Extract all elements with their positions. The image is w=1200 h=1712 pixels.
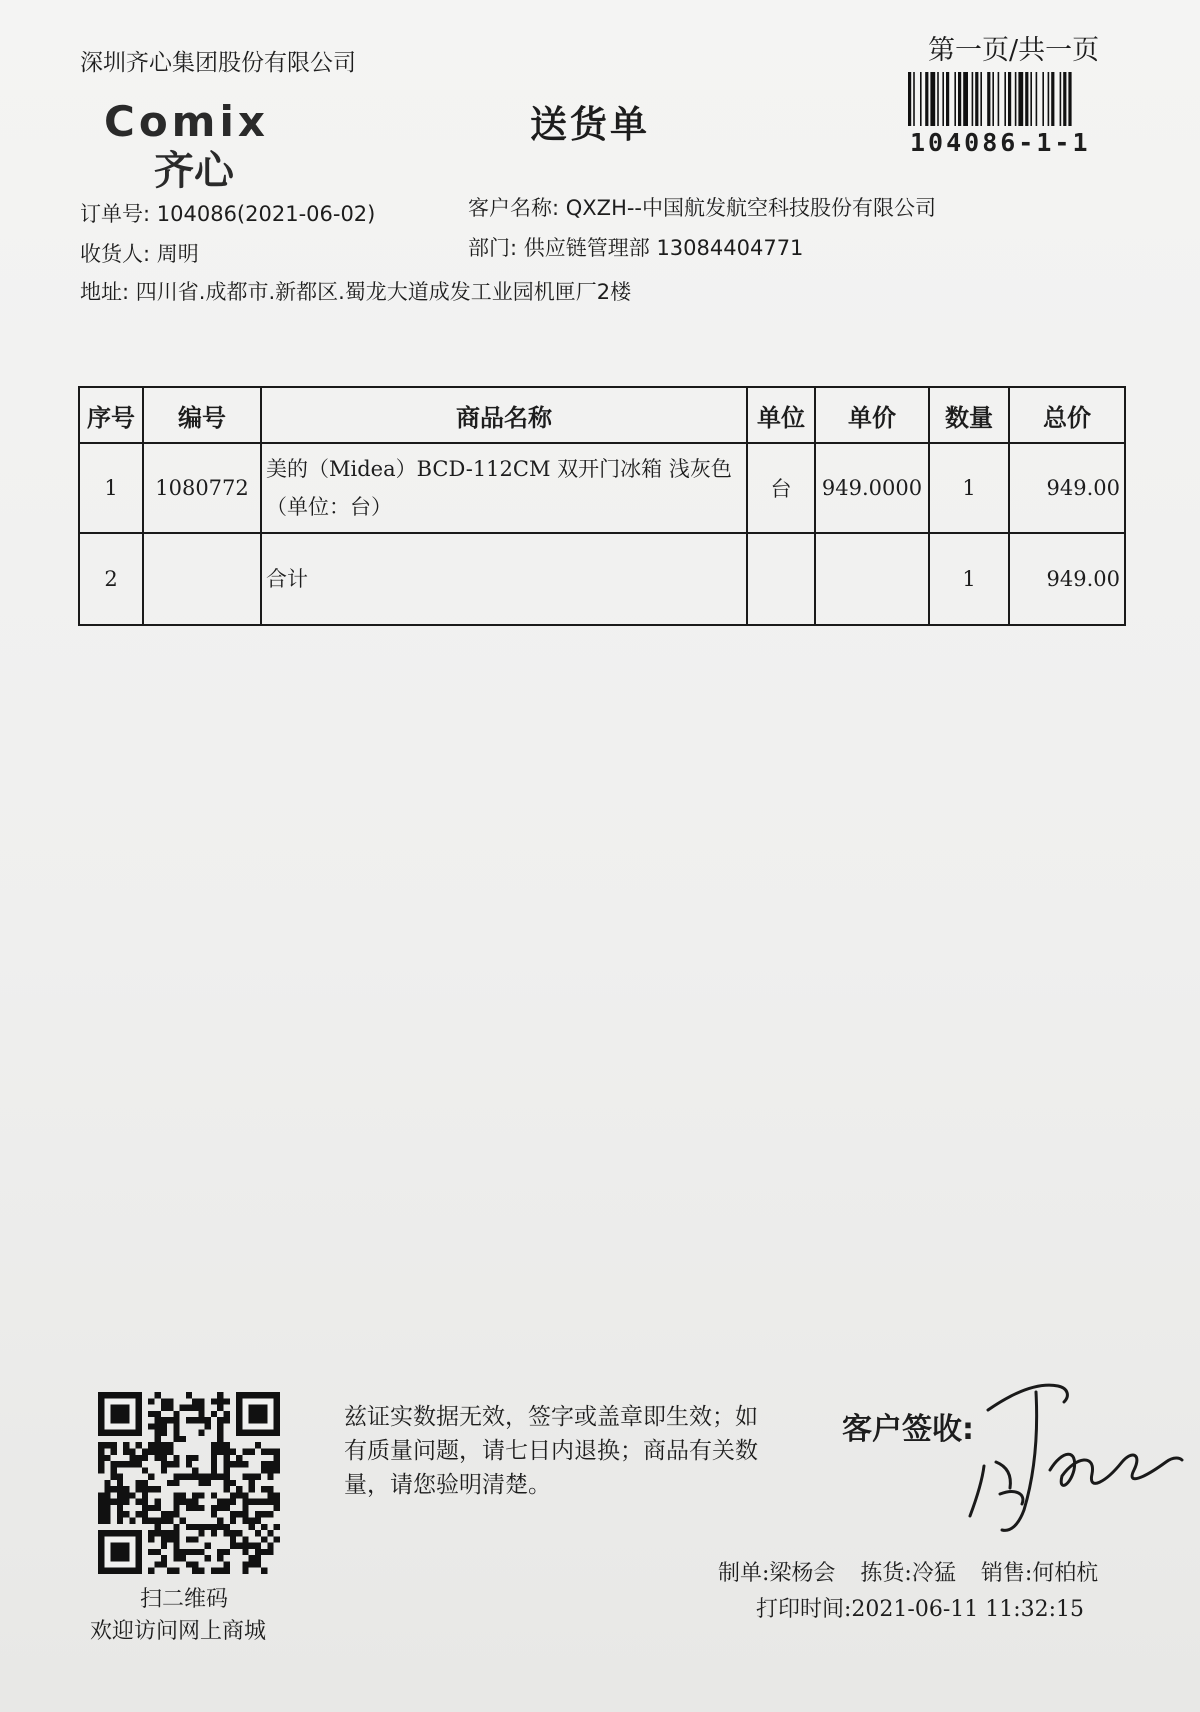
customer-value: QXZH--中国航发航空科技股份有限公司 xyxy=(565,196,937,220)
receiver xyxy=(80,238,199,268)
company-name: 深圳齐心集团股份有限公司 xyxy=(80,50,356,76)
header-total: 总价 xyxy=(1009,387,1125,443)
svg-text:齐心: 齐心 xyxy=(154,148,234,190)
seller: 销售:何柏杭 xyxy=(980,1561,1099,1586)
address-label: 地址: xyxy=(80,280,130,304)
header-seq: 序号 xyxy=(79,387,143,443)
document-title: 送货单 xyxy=(530,102,650,146)
cell-total: 949.00 xyxy=(1009,533,1125,625)
department-label: 部门: xyxy=(468,236,518,260)
order-number-label: 订单号: xyxy=(80,202,151,226)
comix-logo xyxy=(104,100,330,190)
receiver-value: 周明 xyxy=(156,242,199,266)
customer-name xyxy=(468,192,936,222)
barcode-image xyxy=(908,72,1120,126)
product-name-line: 美的（Midea）BCD-112CM 双开门冰箱 浅灰色 xyxy=(266,457,732,481)
qr-caption-scan: 扫二维码 xyxy=(140,1587,229,1612)
header-quantity: 数量 xyxy=(929,387,1009,443)
cell-total: 949.00 xyxy=(1009,443,1125,533)
page-info: 第一页/共一页 xyxy=(928,35,1100,66)
cell-code: 1080772 xyxy=(143,443,261,533)
notice-text: 兹证实数据无效，签字或盖章即生效；如有质量问题，请七日内退换；商品有关数量，请您验明清楚。 xyxy=(344,1404,758,1498)
cell-unit: 台 xyxy=(747,443,815,533)
header-unit-price: 单价 xyxy=(815,387,929,443)
address-value: 四川省.成都市.新都区.蜀龙大道成发工业园机匣厂2楼 xyxy=(135,280,632,304)
table-row-total xyxy=(79,533,1125,625)
cell-product-name: 合计 xyxy=(261,533,747,625)
table-row xyxy=(79,443,1125,533)
address xyxy=(80,276,631,306)
cell-quantity: 1 xyxy=(929,533,1009,625)
picker: 拣货:冷猛 xyxy=(860,1561,956,1586)
handwritten-signature xyxy=(966,1370,1186,1540)
items-table xyxy=(78,386,1126,626)
cell-unit-price: 949.0000 xyxy=(815,443,929,533)
maker: 制单:梁杨会 xyxy=(718,1561,836,1586)
barcode-number: 104086-1-1 xyxy=(910,128,1091,157)
cell-product-name xyxy=(261,443,747,533)
order-number xyxy=(80,198,375,228)
svg-text:Comix: Comix xyxy=(104,100,269,146)
order-number-value: 104086(2021-06-02) xyxy=(156,202,376,226)
cell-unit xyxy=(747,533,815,625)
cell-seq: 1 xyxy=(79,443,143,533)
header-unit: 单位 xyxy=(747,387,815,443)
cell-seq: 2 xyxy=(79,533,143,625)
product-unit-note: （单位：台） xyxy=(266,495,392,519)
cell-unit-price xyxy=(815,533,929,625)
table-header-row xyxy=(79,387,1125,443)
receiver-label: 收货人: xyxy=(80,242,151,266)
qr-caption-shop: 欢迎访问网上商城 xyxy=(90,1619,267,1644)
department xyxy=(468,232,803,262)
customer-label: 客户名称: xyxy=(468,196,560,220)
customer-signature-label: 客户签收: xyxy=(842,1412,974,1447)
print-time: 打印时间:2021-06-11 11:32:15 xyxy=(756,1597,1085,1622)
cell-code xyxy=(143,533,261,625)
staff-line xyxy=(718,1556,1116,1587)
header-code: 编号 xyxy=(143,387,261,443)
header-product-name: 商品名称 xyxy=(261,387,747,443)
department-value: 供应链管理部 13084404771 xyxy=(523,236,804,260)
cell-quantity: 1 xyxy=(929,443,1009,533)
qr-code-image xyxy=(98,1392,280,1574)
